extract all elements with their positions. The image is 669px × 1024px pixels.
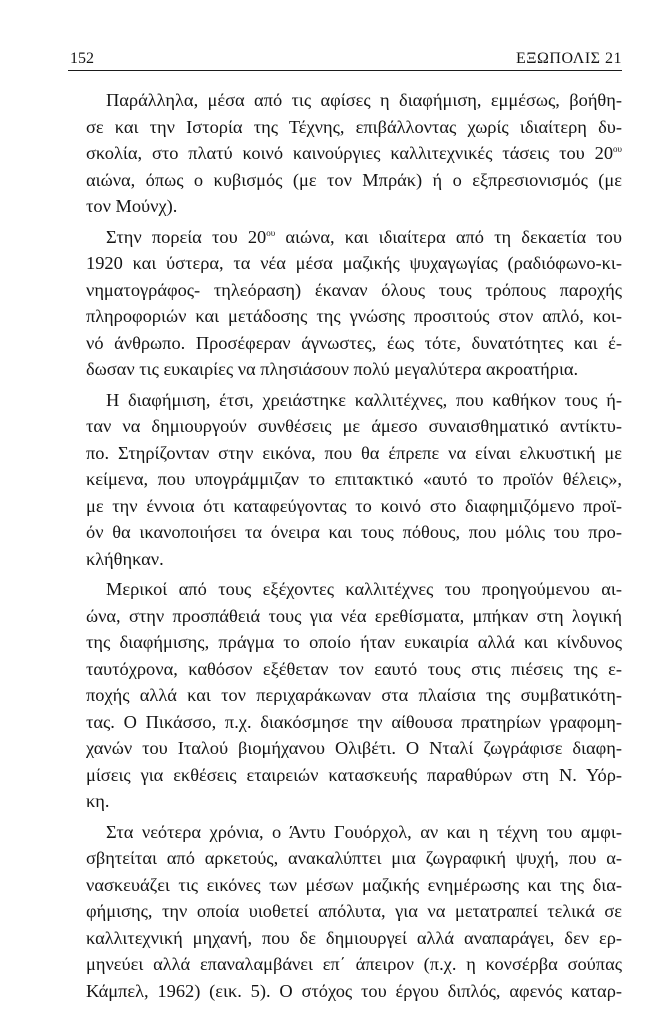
text-line: ώνα, στην προσπάθειά τους για νέα ερεθίσματα, μπήκαν στη λογική [86, 605, 622, 626]
text-line: μηνεύει αλλά επαναλαμβάνει επ΄ άπειρον (π.χ. η κονσέρβα σούπας [86, 954, 622, 974]
text-line: φήμισης, την οποία υιοθετεί απόλυτα, για να μετατραπεί τελικά σε [86, 901, 622, 921]
text-line: ταυτόχρονα, καθόσον εξέθεταν τον εαυτό τους στις πιέσεις της ε- [86, 658, 622, 679]
text-segment: σκολία, στο πλατύ κοινό καινούργιες καλλιτεχνικές τάσεις του 20 [86, 143, 614, 163]
paragraph-3 [86, 387, 622, 573]
text-line: κλήθηκαν. [86, 548, 164, 569]
text-segment: Στην πορεία του 20 [106, 226, 267, 247]
running-head: ΕΞΩΠΟΛΙΣ 21 [515, 50, 622, 67]
text-line: αιώνα, όπως ο κυβισμός (με τον Μπράκ) ή ο εξπρεσιονισμός (με [86, 169, 622, 190]
ordinal-superscript: ου [613, 143, 622, 154]
text-line: χανών του Ιταλού βιομήχανου Ολιβέτι. Ο Νταλί ζωγράφισε διαφη- [86, 738, 622, 758]
text-line: κη. [86, 791, 110, 811]
ordinal-superscript: ου [266, 227, 276, 238]
paragraph-4 [86, 576, 622, 815]
text-line [86, 140, 622, 167]
text-line: Παράλληλα, μέσα από τις αφίσες η διαφήμιση, εμμέσως, βοήθη- [106, 90, 622, 110]
text-line: σε και την Ιστορία της Τέχνης, επιβάλλοντας χωρίς ιδιαίτερη δυ- [86, 116, 622, 137]
text-line [86, 224, 622, 251]
text-segment: αιώνα, και ιδιαίτερα από τη δεκαετία του [275, 226, 622, 247]
text-line: όν θα ικανοποιήσει τα όνειρα και τους πόθους, που μόλις του προ- [86, 522, 622, 542]
text-line: δωσαν τις ευκαιρίες να πλησιάσουν πολύ μεγαλύτερα ακροατήρια. [86, 359, 579, 379]
text-line: κείμενα, που υπογράμμιζαν το επιτακτικό «αυτό το προϊόν θέλεις», [86, 469, 622, 489]
text-line: ταν να δημιουργούν συνθέσεις με άμεσο συναισθηματικό αντίκτυ- [86, 416, 622, 436]
text-line: νασκευάζει τις εικόνες των μέσων μαζικής ενημέρωσης και της δια- [86, 874, 622, 895]
body-text [86, 87, 622, 1008]
text-line: τας. Ο Πικάσσο, π.χ. διακόσμησε την αίθουσα πρατηρίων γραφομη- [86, 711, 622, 732]
paragraph-5 [86, 819, 622, 1005]
text-line: τον Μούνχ). [86, 196, 178, 216]
paragraph-2 [86, 224, 622, 383]
text-line: πο. Στηρίζονταν στην εικόνα, που θα έπρεπε να είναι ελκυστική με [86, 442, 622, 463]
text-line: καλλιτεχνική μηχανή, που δε δημιουργεί αλλά αναπαράγει, δεν ερ- [86, 927, 622, 948]
paragraph-1 [86, 87, 622, 220]
text-line: με την έννοια ότι καταφεύγοντας το κοινό στο διαφημιζόμενο προϊ- [86, 495, 622, 516]
text-line: Κάμπελ, 1962) (εικ. 5). Ο στόχος του έργου διπλός, αφενός καταρ- [86, 980, 622, 1001]
text-line: πληροφοριών και μετάδοσης της γνώσης προσιτούς στον απλό, κοι- [86, 306, 622, 326]
text-line: νηματογράφος- τηλεόραση) έκαναν όλους τους τρόπους παροχής [86, 279, 622, 300]
text-line: σβητείται από αρκετούς, ανακαλύπτει μια ζωγραφική ψυχή, που α- [86, 848, 622, 868]
page-header [68, 48, 622, 71]
text-line: Η διαφήμιση, έτσι, χρειάστηκε καλλιτέχνες, που καθήκον τους ή- [106, 389, 622, 410]
text-line: μίσεις για εκθέσεις εταιρειών κατασκευής παραθύρων στη Ν. Υόρ- [86, 764, 622, 785]
page-number: 152 [70, 50, 94, 67]
text-line: ποχής αλλά και τον περιχαράκωναν στα πλαίσια της συμβατικότη- [86, 685, 622, 705]
text-line: 1920 και ύστερα, τα νέα μέσα μαζικής ψυχαγωγίας (ραδιόφωνο-κι- [86, 253, 622, 273]
text-line: νό άνθρωπο. Προσέφεραν άγνωστες, έως τότε, δυνατότητες και έ- [86, 332, 622, 353]
text-line: της διαφήμισης, πράγμα το οποίο ήταν ευκαιρία αλλά και κίνδυνος [86, 632, 622, 652]
text-line: Στα νεότερα χρόνια, ο Άντυ Γουόρχολ, αν και η τέχνη του αμφι- [106, 821, 622, 842]
text-line: Μερικοί από τους εξέχοντες καλλιτέχνες του προηγούμενου αι- [106, 579, 622, 599]
